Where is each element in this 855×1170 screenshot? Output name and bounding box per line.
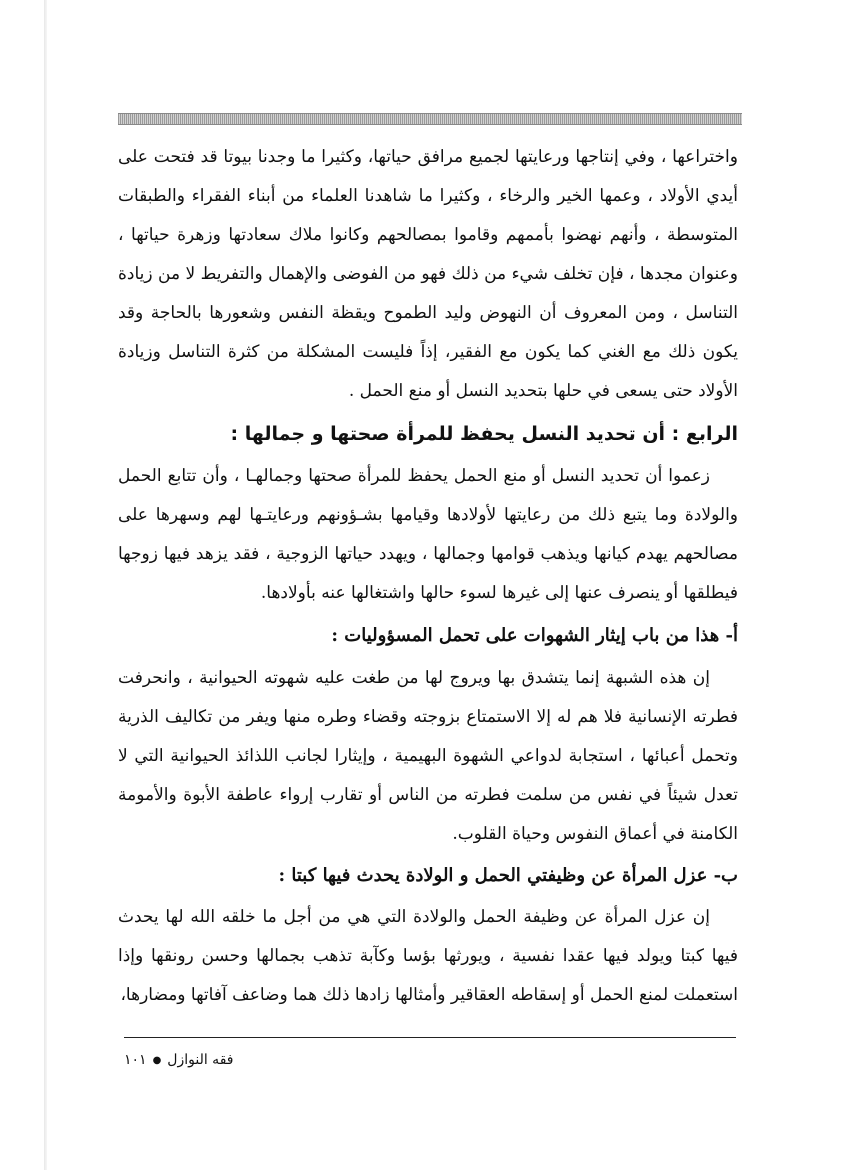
header-ornament-band — [118, 113, 742, 125]
page-edge-shadow — [44, 0, 47, 1170]
subheading-a: أ- هذا من باب إيثار الشهوات على تحمل المسؤوليات : — [331, 625, 738, 646]
subheading-b: ب- عزل المرأة عن وظيفتي الحمل و الولادة يحدث فيها كبتا : — [278, 865, 738, 886]
paragraph-continued: واختراعها ، وفي إنتاجها ورعايتها لجميع مرافق حياتها، وكثيرا ما وجدنا بيوتا قد فتحت على أيدي الأولاد ، وعمها الخير والرخاء ، وكثيرا ما شاهدنا العلماء من أبناء الفقراء والطبقات المتوسطة ، وأنهم نهضوا بأممهم وقاموا بمصالحهم وكانوا ملاك سعادتها وزهرة حياتها ، وعنوان مجدها ، فإن تخلف شيء من ذلك فهو من الفوضى والإهمال والتفريط لا من زيادة التناسل ، ومن المعروف أن النهوض وليد الطموح ويقظة النفس وشعورها بالحاجة وقد يكون ذلك مع الغني كما يكون مع الفقير، إذاً فليست المشكلة من كثرة التناسل وزيادة الأولاد حتى يسعى في حلها بتحديد النسل أو منع الحمل . — [118, 147, 738, 401]
bullet-icon: ● — [152, 1054, 162, 1066]
body-text — [118, 138, 738, 1015]
section-heading-fourth: الرابع : أن تحديد النسل يحفظ للمرأة صحتها و جمالها : — [230, 423, 738, 445]
page-number: ١٠١ — [124, 1052, 147, 1068]
book-title: فقه النوازل — [167, 1052, 234, 1068]
footer-divider — [124, 1037, 736, 1038]
paragraph-a: إن هذه الشبهة إنما يتشدق بها ويروج لها من طغت عليه شهوته الحيوانية ، وانحرفت فطرته الإنسانية فلا هم له إلا الاستمتاع بزوجته وقضاء وطره منها ويفر من تكاليف الذرية وتحمل أعبائها ، استجابة لدواعي الشهوة البهيمية ، وإيثارا لجانب اللذائذ الحيوانية التي لا تعدل شيئاً في نفس من سلمت فطرته من الناس أو تقارب إرواء عاطفة الأبوة والأمومة الكامنة في أعماق النفوس وحياة القلوب. — [118, 668, 738, 844]
paragraph-b: إن عزل المرأة عن وظيفة الحمل والولادة التي هي من أجل ما خلقه الله لها يحدث فيها كبتا ويولد فيها عقدا نفسية ، ويورثها بؤسا وكآبة تذهب بجمالها وحسن رونقها وإذا استعملت لمنع الحمل أو إسقاطه العقاقير وأمثالها زادها ذلك هما وضاعف آفاتها ومضارها، — [118, 907, 738, 1005]
page-footer — [124, 1052, 233, 1068]
paragraph-fourth: زعموا أن تحديد النسل أو منع الحمل يحفظ للمرأة صحتها وجمالهـا ، وأن تتابع الحمل والولادة وما يتبع ذلك من رعايتها لأولادها وقيامها بشـؤونهم ورعايتـها لهم وسهرها على مصالحهم يهدم كيانها ويذهب قوامها وجمالها ، ويهدد حياتها الزوجية ، فقد يزهد فيها زوجها فيطلقها أو ينصرف عنها إلى غيرها لسوء حالها واشتغالها عنه بأولادها. — [118, 466, 738, 603]
